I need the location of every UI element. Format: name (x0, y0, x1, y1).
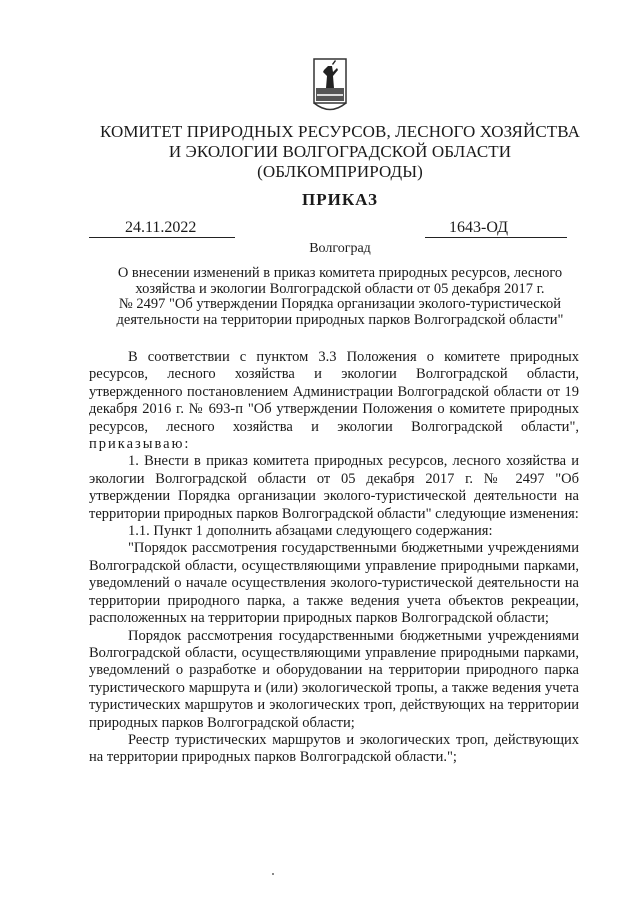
committee-name (60, 122, 620, 182)
scan-mark (272, 873, 274, 875)
paragraph-quote-1: "Порядок рассмотрения государственными бюджетными учреждениями Волгоградской области, осуществляющими управление природными парками, уведомлений о начале осуществления эколого-туристической деятельности на территории природного парка, а также ведения учета объектов рекреации, расположенных на территории природных парков Волгоградской области; (89, 540, 579, 627)
committee-line-2: И ЭКОЛОГИИ ВОЛГОГРАДСКОЙ ОБЛАСТИ (168, 142, 512, 161)
subject-line-2: хозяйства и экологии Волгоградской области от 05 декабря 2017 г. (135, 280, 545, 297)
subject-line-1: О внесении изменений в приказ комитета природных ресурсов, лесного (117, 265, 563, 281)
paragraph-item-1-1: 1.1. Пункт 1 дополнить абзацами следующего содержания: (128, 523, 493, 540)
city: Волгоград (309, 241, 371, 256)
committee-line-1: КОМИТЕТ ПРИРОДНЫХ РЕСУРСОВ, ЛЕСНОГО ХОЗЯЙСТВА (99, 122, 581, 141)
order-directive: приказываю: (89, 436, 191, 453)
paragraph-quote-2: Порядок рассмотрения государственными бюджетными учреждениями Волгоградской области, осуществляющими управление природными парками, уведомлений о разработке и оборудовании на территории природного парка туристического маршрута и (или) экологической тропы, а также ведения учета туристических маршрутов и экологических троп, действующих на территории природных парков Волгоградской области; (89, 627, 579, 731)
order-subject (60, 266, 620, 328)
date-field (89, 219, 235, 238)
subject-line-4: деятельности на территории природных парков Волгоградской области" (116, 311, 564, 328)
paragraph-quote-3: Реестр туристических маршрутов и экологических троп, действующих на территории природных парков Волгоградской области."; (89, 731, 579, 766)
subject-line-3: № 2497 "Об утверждении Порядка организации эколого-туристической (118, 296, 562, 312)
document-type: ПРИКАЗ (302, 190, 378, 209)
order-number: 1643-ОД (449, 219, 508, 236)
number-field (425, 219, 567, 238)
coat-of-arms-icon (313, 58, 347, 116)
committee-line-3: (ОБЛКОМПРИРОДЫ) (257, 162, 423, 181)
order-body (89, 349, 579, 767)
order-date: 24.11.2022 (125, 219, 197, 236)
preamble-text: В соответствии с пунктом 3.3 Положения о комитете природных ресурсов, лесного хозяйства и экологии Волгоградской области, утвержденного постановлением Администрации Волгоградской области от 19 декабря 2016 г. № 693-п "Об утверждении Положения о комитете природных ресурсов, лесного хозяйства и экологии Волгоградской области", (89, 349, 579, 435)
paragraph-item-1: 1. Внести в приказ комитета природных ресурсов, лесного хозяйства и экологии Волгоградской области от 05 декабря 2017 г. № 2497 "Об утверждении Порядка организации эколого-туристической деятельности на территории природных парков Волгоградской области" следующие изменения: (89, 453, 579, 522)
paragraph-preamble (89, 349, 579, 453)
